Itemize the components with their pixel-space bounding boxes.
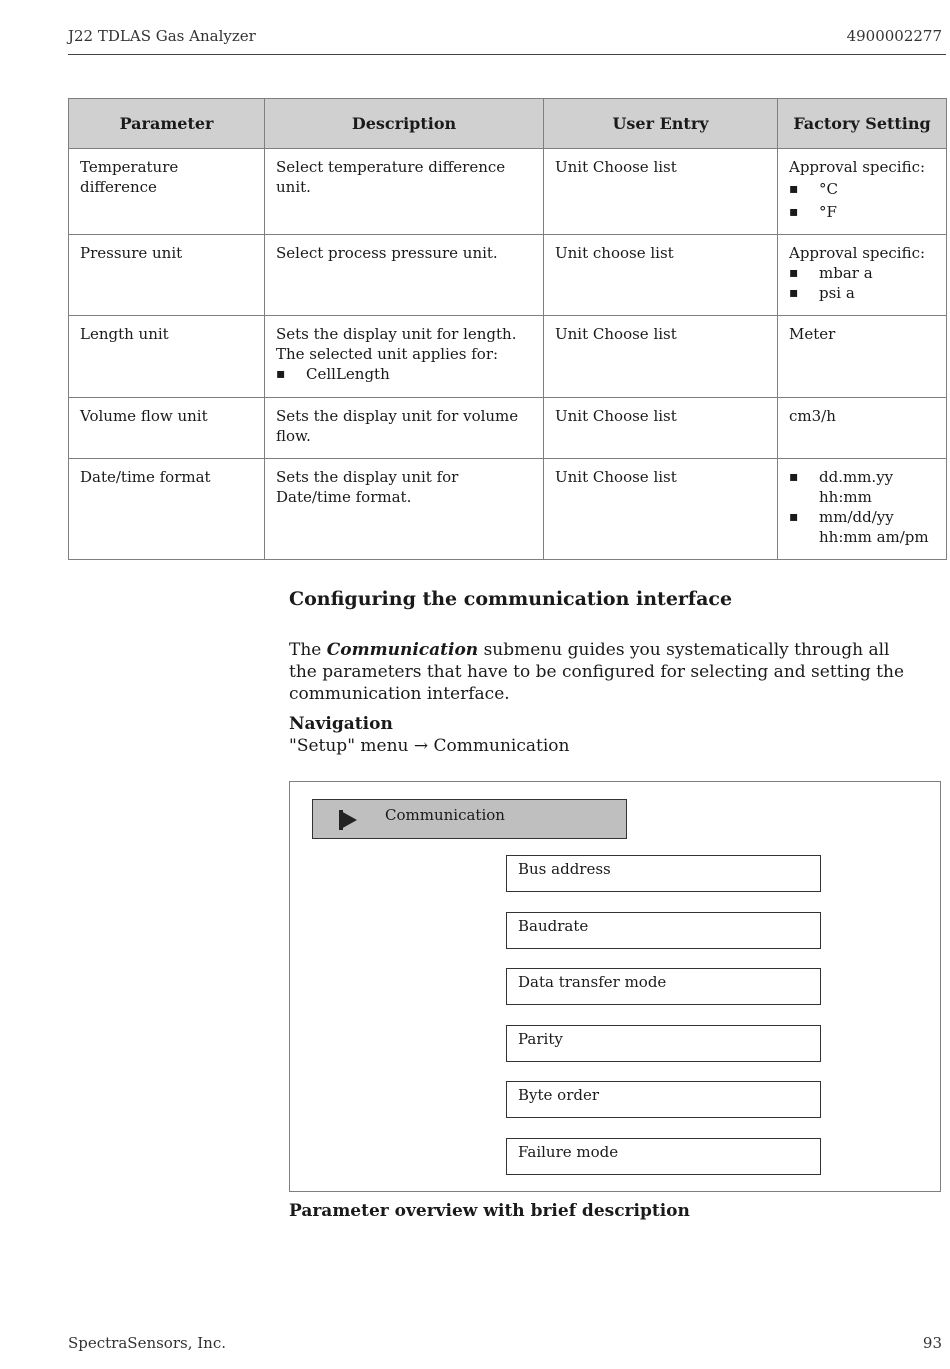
cell-user-entry: Unit Choose list <box>544 398 778 459</box>
header-doc-title: J22 TDLAS Gas Analyzer <box>68 27 256 45</box>
cell-factory-setting: Meter <box>778 316 947 398</box>
navigation-path: "Setup" menu → Communication <box>289 736 570 756</box>
submenu-item-baudrate <box>506 912 821 949</box>
column-header-factory-setting: Factory Setting <box>778 99 947 149</box>
menu-diagram <box>289 781 941 1192</box>
header-doc-number: 4900002277 <box>846 27 942 45</box>
factory-bullet-list <box>789 179 940 222</box>
cell-factory-setting <box>778 459 947 560</box>
column-header-parameter: Parameter <box>69 99 265 149</box>
list-item: ▪ °C <box>789 179 940 199</box>
menu-label: Communication <box>385 806 505 824</box>
submenu-item-label: Byte order <box>518 1086 600 1104</box>
cell-user-entry: Unit Choose list <box>544 149 778 235</box>
section-title: Configuring the communication interface <box>289 588 733 610</box>
table-header-row <box>69 99 947 149</box>
cell-description <box>265 316 544 398</box>
cell-description: Sets the display unit for volume flow. <box>265 398 544 459</box>
list-item: ▪ mm/dd/yy hh:mm am/pm <box>789 507 940 547</box>
description-bullet-list <box>276 364 537 384</box>
submenu-item-label: Failure mode <box>518 1143 619 1161</box>
submenu-item-label: Bus address <box>518 860 611 878</box>
submenu-item-label: Parity <box>518 1030 563 1048</box>
list-item: ▪ dd.mm.yy hh:mm <box>789 467 940 507</box>
cell-user-entry: Unit choose list <box>544 235 778 316</box>
column-header-description: Description <box>265 99 544 149</box>
submenu-item-label: Data transfer mode <box>518 973 667 991</box>
cell-user-entry: Unit Choose list <box>544 316 778 398</box>
cell-parameter: Temperature difference <box>69 149 265 235</box>
factory-text: Approval specific: <box>789 244 926 262</box>
table-row <box>69 459 947 560</box>
cell-description: Select process pressure unit. <box>265 235 544 316</box>
cell-factory-setting <box>778 149 947 235</box>
submenu-item-parity <box>506 1025 821 1062</box>
submenu-item-byte-order <box>506 1081 821 1118</box>
table-row <box>69 149 947 235</box>
play-arrow-icon <box>337 809 359 831</box>
submenu-item-label: Baudrate <box>518 917 589 935</box>
cell-factory-setting <box>778 235 947 316</box>
factory-bullet-list <box>789 263 940 303</box>
para-prefix: The <box>289 640 327 660</box>
para-emphasis: Communication <box>326 640 479 660</box>
navigation-heading: Navigation <box>289 714 393 734</box>
para-suffix: submenu guides you systematically through all the parameters that have to be configured for selecting and setting the communication interface. <box>289 640 905 704</box>
description-line: The selected unit applies for: <box>276 345 499 363</box>
list-item: ▪ °F <box>789 202 940 222</box>
cell-parameter: Length unit <box>69 316 265 398</box>
submenu-item-failure-mode <box>506 1138 821 1175</box>
cell-user-entry: Unit Choose list <box>544 459 778 560</box>
menu-header-communication <box>312 799 627 839</box>
footer-company: SpectraSensors, Inc. <box>68 1334 226 1352</box>
column-header-user-entry: User Entry <box>544 99 778 149</box>
submenu-item-bus-address <box>506 855 821 892</box>
cell-description: Sets the display unit for Date/time format. <box>265 459 544 560</box>
cell-parameter: Pressure unit <box>69 235 265 316</box>
cell-parameter: Date/time format <box>69 459 265 560</box>
description-line: Sets the display unit for length. <box>276 325 517 343</box>
table-row <box>69 316 947 398</box>
list-item: ▪ psi a <box>789 283 940 303</box>
parameter-table <box>68 98 947 560</box>
cell-description: Select temperature difference unit. <box>265 149 544 235</box>
list-item: ▪ CellLength <box>276 364 537 384</box>
cell-factory-setting: cm3/h <box>778 398 947 459</box>
list-item: ▪ mbar a <box>789 263 940 283</box>
footer-page-number: 93 <box>922 1334 942 1352</box>
factory-text: Approval specific: <box>789 158 926 176</box>
cell-parameter: Volume flow unit <box>69 398 265 459</box>
factory-bullet-list <box>789 467 940 547</box>
intro-paragraph <box>289 639 909 705</box>
table-row <box>69 398 947 459</box>
submenu-item-data-transfer-mode <box>506 968 821 1005</box>
table-row <box>69 235 947 316</box>
header-divider <box>68 54 946 55</box>
diagram-caption: Parameter overview with brief description <box>289 1201 690 1221</box>
